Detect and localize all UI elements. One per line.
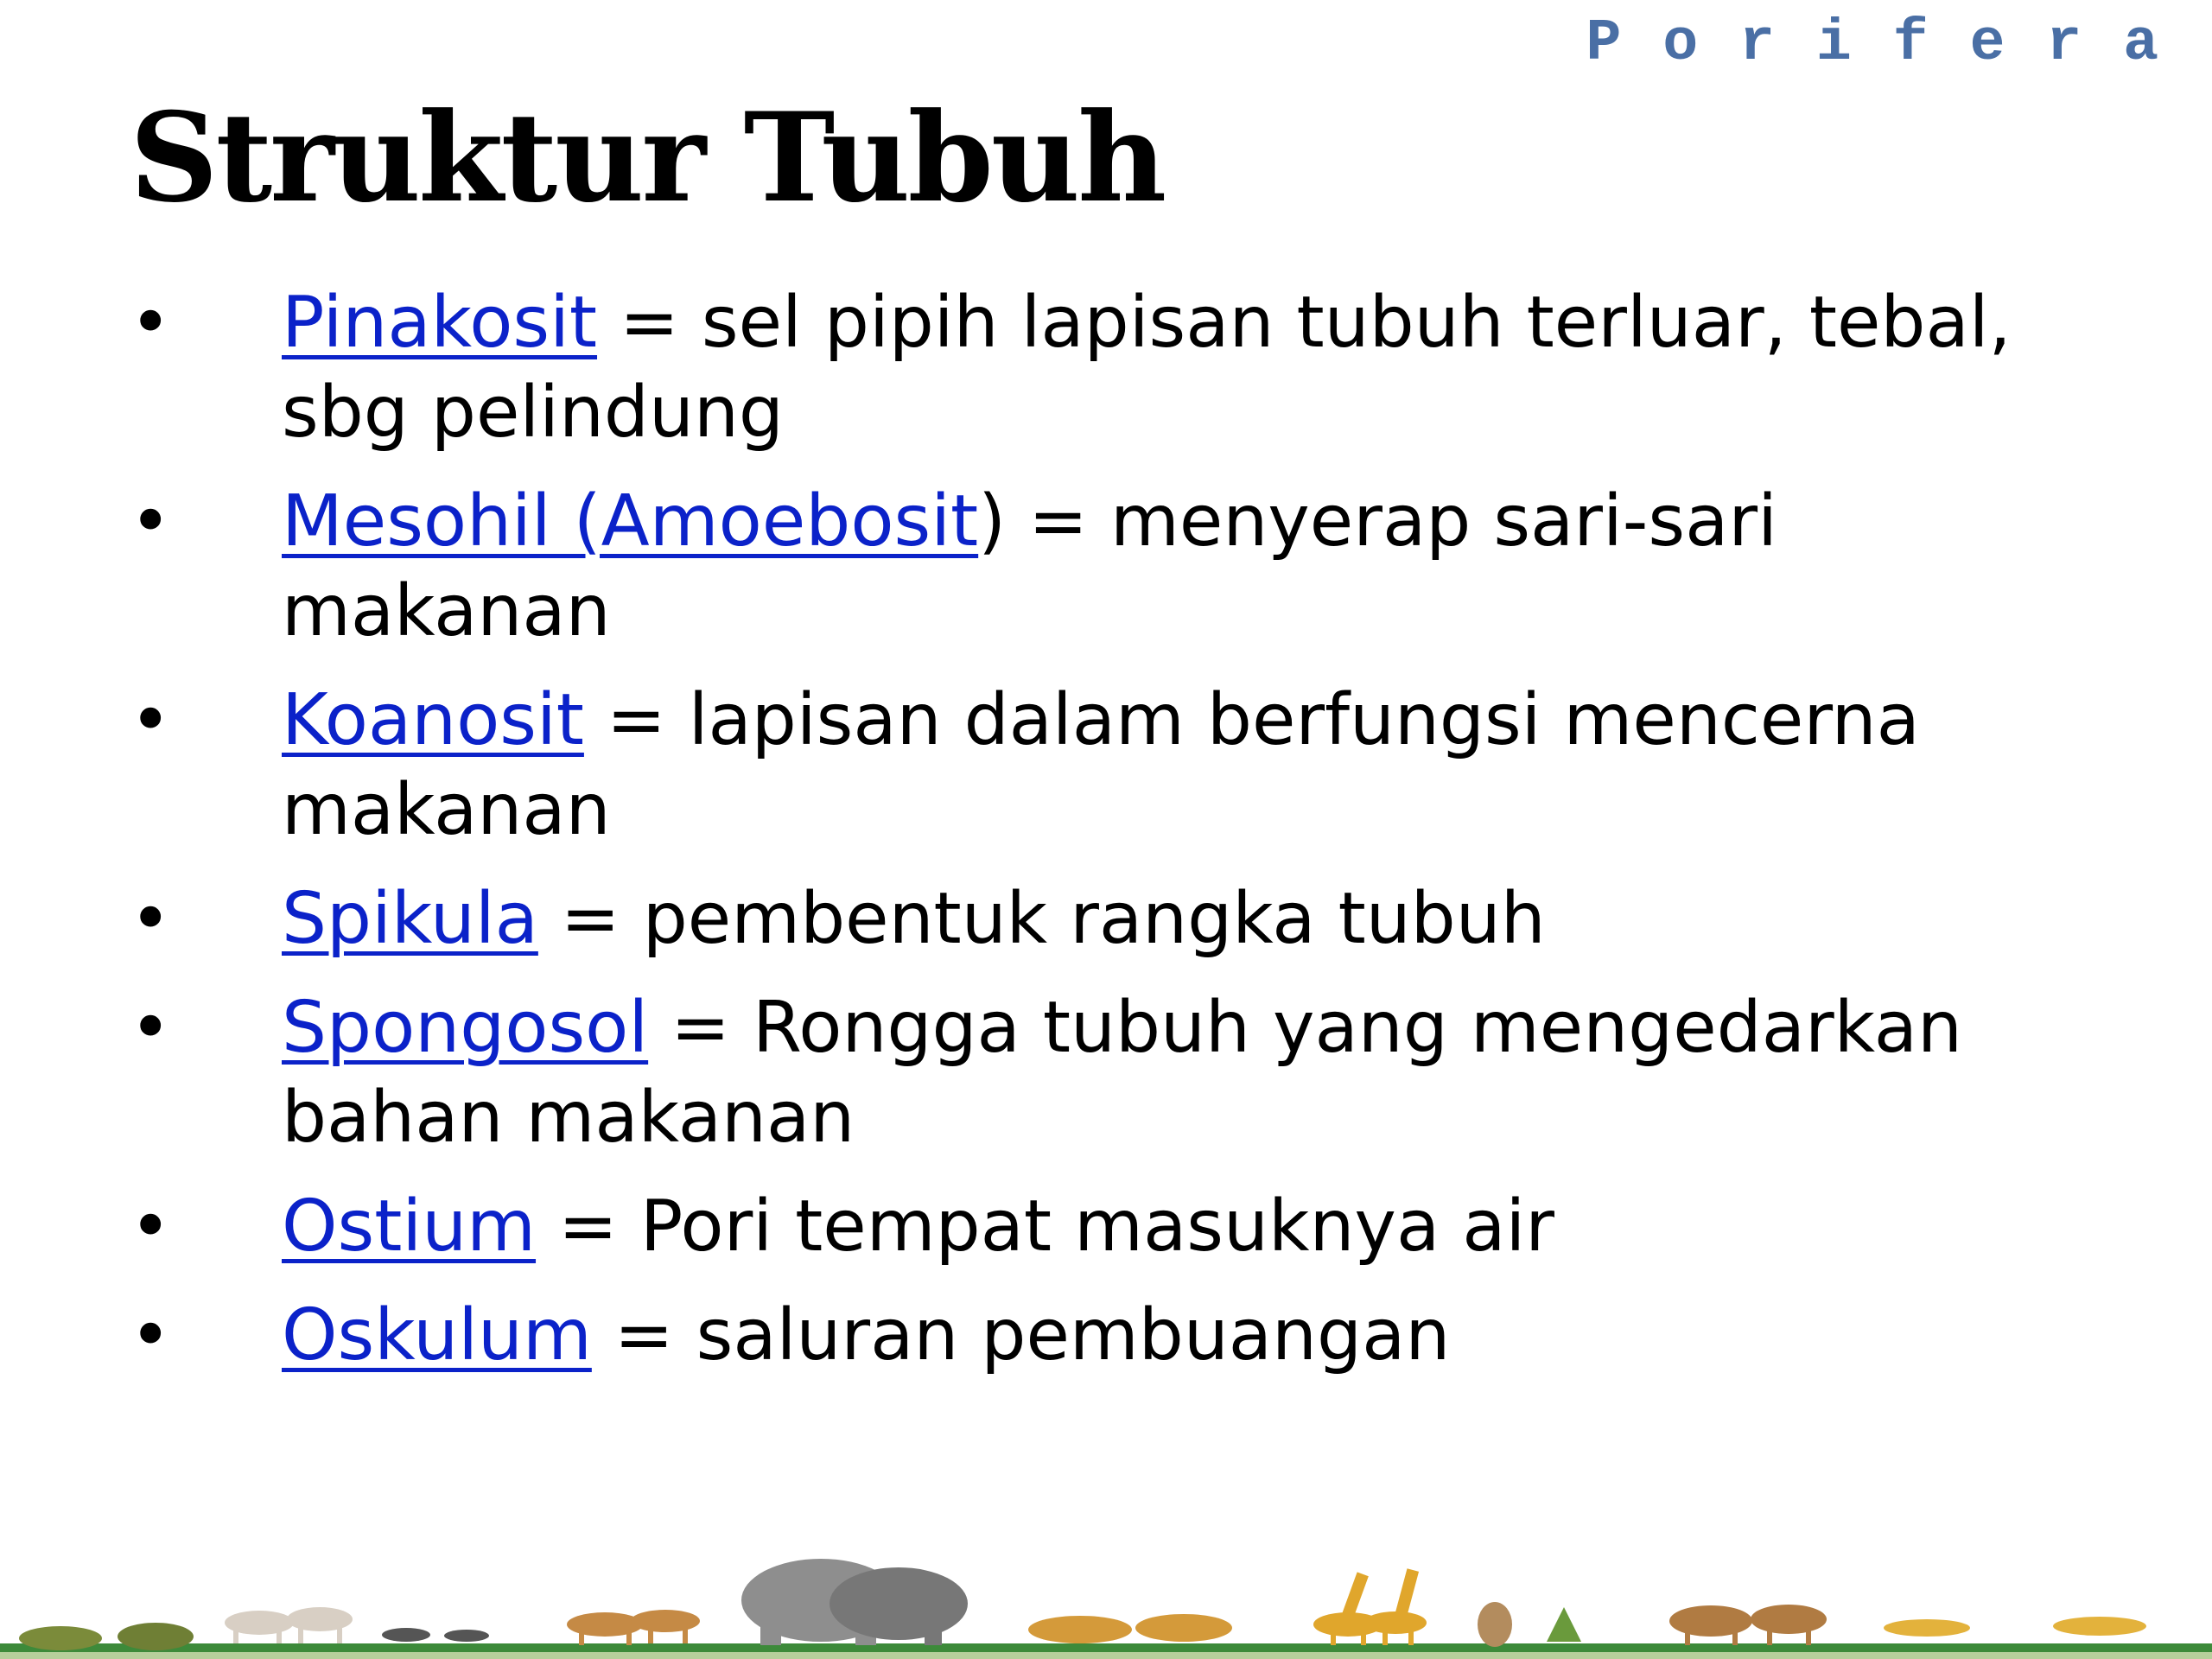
header-title: Porifera xyxy=(1586,10,2200,77)
animal-silhouettes-icon xyxy=(0,1538,2212,1659)
term-description: = Rongga tubuh yang mengedarkan bahan makanan xyxy=(282,987,1962,1159)
list-item xyxy=(130,1291,2117,1381)
bullet-icon: • xyxy=(130,987,172,1069)
term-description: = lapisan dalam berfungsi mencerna makanan xyxy=(282,679,1920,851)
bullet-icon: • xyxy=(130,1185,172,1268)
list-item xyxy=(130,477,2117,657)
term-link-koanosit[interactable]: Koanosit xyxy=(282,679,584,761)
bullet-icon: • xyxy=(130,1294,172,1376)
list-item xyxy=(130,278,2117,458)
term-link-ostium[interactable]: Ostium xyxy=(282,1185,537,1268)
term-link-mesohil[interactable]: Mesohil (Amoebosit xyxy=(282,480,979,563)
bullet-icon: • xyxy=(130,282,172,364)
term-link-spikula[interactable]: Spikula xyxy=(282,878,538,960)
term-link-spongosol[interactable]: Spongosol xyxy=(282,987,649,1069)
term-description: = pembentuk rangka tubuh xyxy=(537,878,1546,960)
list-item xyxy=(130,676,2117,855)
bullet-icon: • xyxy=(130,679,172,761)
list-item xyxy=(130,1182,2117,1272)
term-description: = sel pipih lapisan tubuh terluar, tebal, sbg pelindung xyxy=(282,282,2012,454)
term-link-oskulum[interactable]: Oskulum xyxy=(282,1294,592,1376)
term-link-pinakosit[interactable]: Pinakosit xyxy=(282,282,598,364)
list-item xyxy=(130,874,2117,964)
term-description: ) = menyerap sari-sari makanan xyxy=(282,480,1777,652)
bullet-icon: • xyxy=(130,480,172,563)
bullet-list xyxy=(130,278,2117,1400)
slide-title: Struktur Tubuh xyxy=(130,86,1165,230)
list-item xyxy=(130,983,2117,1163)
term-description: = saluran pembuangan xyxy=(591,1294,1451,1376)
term-description: = Pori tempat masuknya air xyxy=(536,1185,1554,1268)
bullet-icon: • xyxy=(130,878,172,960)
ground-line xyxy=(0,1643,2212,1652)
